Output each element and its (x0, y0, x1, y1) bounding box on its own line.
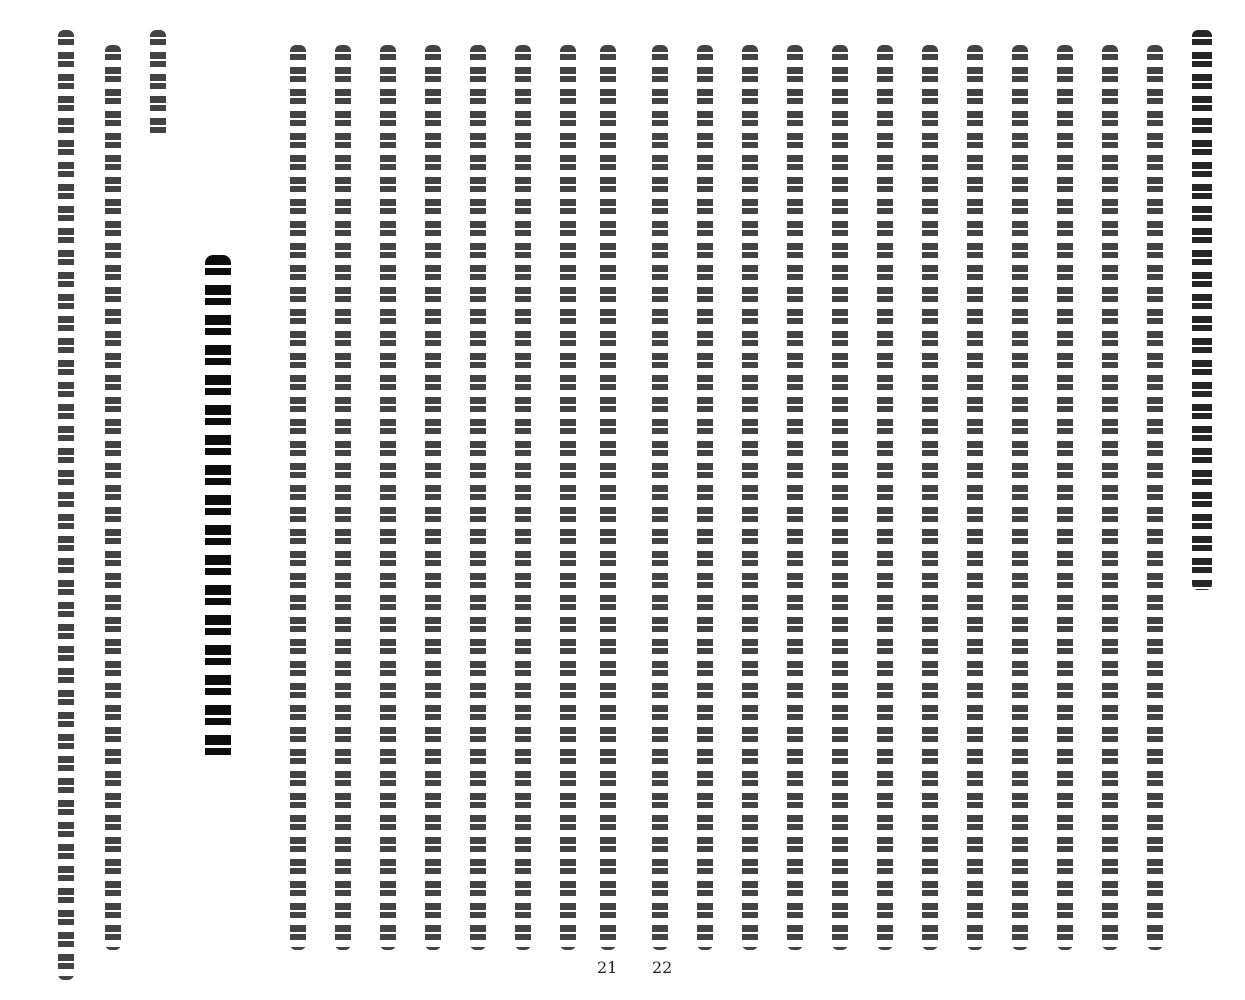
text-line (922, 45, 938, 950)
text-line (787, 45, 803, 950)
text-line (697, 45, 713, 950)
text-line (742, 45, 758, 950)
text-line (290, 45, 306, 950)
text-line (832, 45, 848, 950)
text-line (425, 45, 441, 950)
text-line (1192, 30, 1212, 590)
text-line (1147, 45, 1163, 950)
text-line (105, 45, 121, 950)
text-line (877, 45, 893, 950)
text-line (515, 45, 531, 950)
text-line (652, 45, 668, 950)
text-line (1012, 45, 1028, 950)
left-page (0, 0, 622, 1000)
text-line (967, 45, 983, 950)
text-line (1057, 45, 1073, 950)
page-number-left: 21 (597, 958, 618, 977)
text-line (600, 45, 616, 950)
page-number-right: 22 (652, 958, 673, 977)
text-line (1102, 45, 1118, 950)
text-line (58, 30, 74, 980)
right-page (622, 0, 1245, 1000)
text-line (380, 45, 396, 950)
text-line (150, 30, 166, 140)
text-line (335, 45, 351, 950)
text-line (470, 45, 486, 950)
section-heading (205, 255, 231, 765)
text-line (560, 45, 576, 950)
